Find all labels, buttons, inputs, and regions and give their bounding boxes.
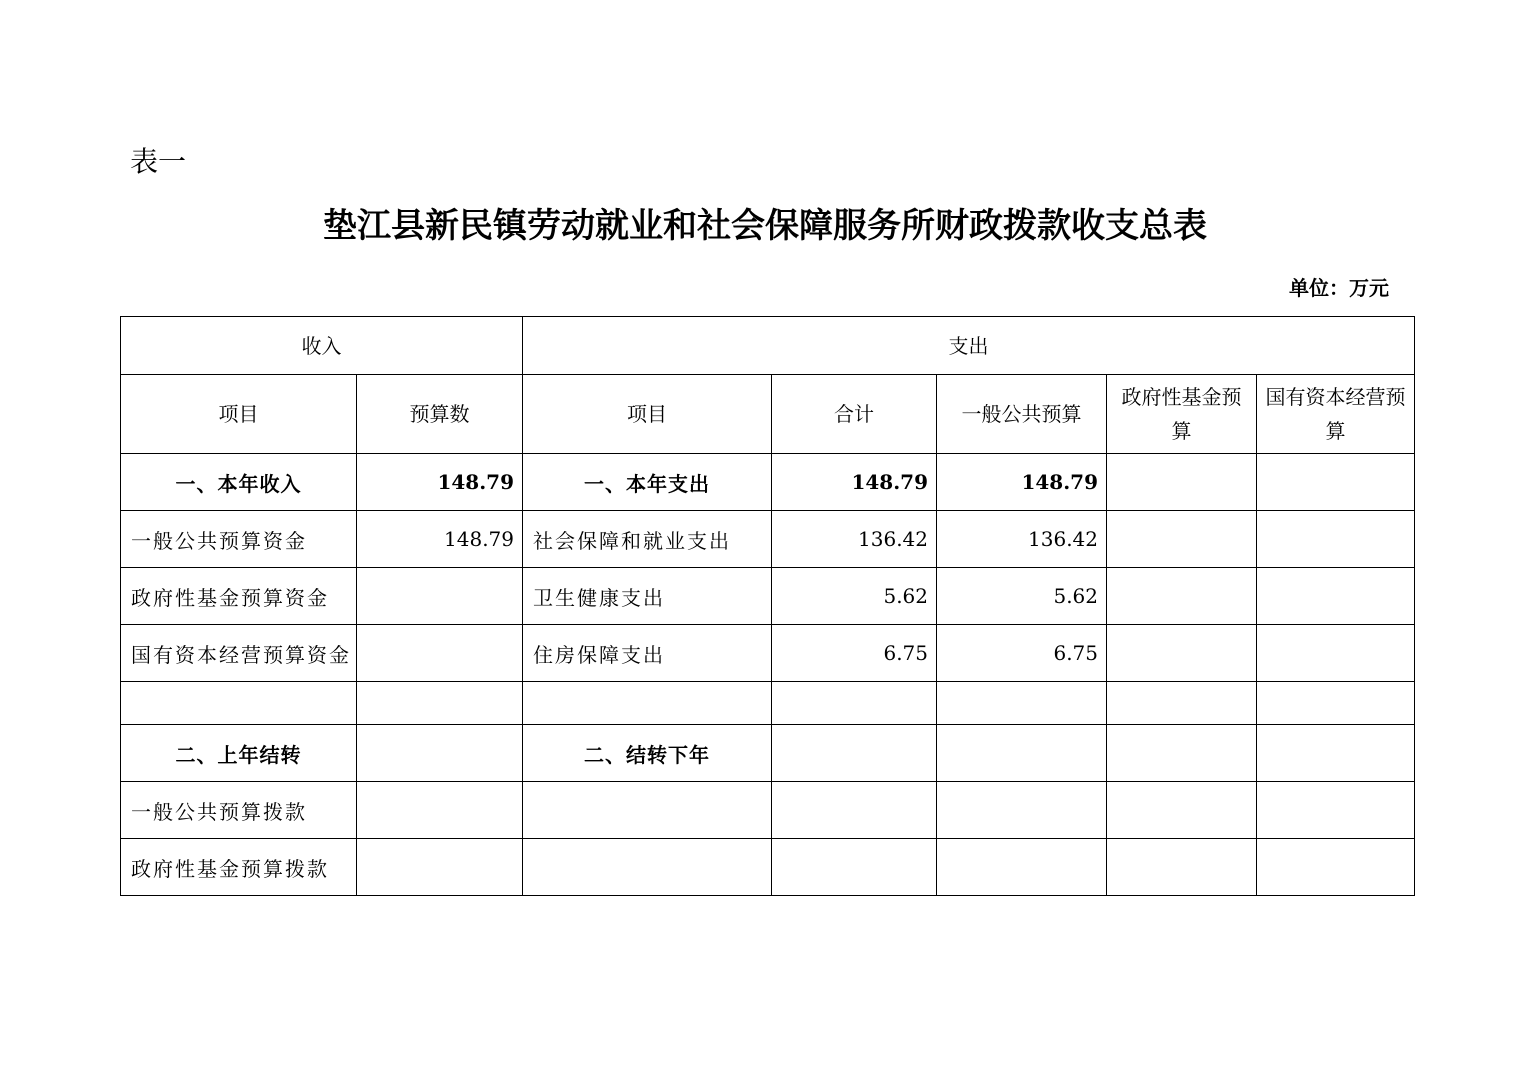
state-capital-cell [1257,625,1415,682]
income-group-header: 收入 [121,317,523,375]
total-cell [772,725,937,782]
table-label: 表一 [130,145,187,178]
expense-item-cell [523,682,772,725]
income-budget-cell [357,725,523,782]
table-row [121,625,1415,682]
expense-item-cell [523,782,772,839]
total-cell [772,782,937,839]
general-public-cell [937,839,1107,896]
table-row [121,782,1415,839]
col-total: 合计 [772,375,937,454]
state-capital-cell [1257,725,1415,782]
total-cell: 6.75 [772,625,937,682]
col-general-public: 一般公共预算 [937,375,1107,454]
gov-fund-cell [1107,568,1257,625]
income-budget-cell: 148.79 [357,454,523,511]
income-item-cell: 二、上年结转 [121,725,357,782]
gov-fund-cell [1107,625,1257,682]
gov-fund-cell [1107,454,1257,511]
col-expense-item: 项目 [523,375,772,454]
total-cell: 5.62 [772,568,937,625]
income-item-cell: 国有资本经营预算资金 [121,625,357,682]
state-capital-cell [1257,782,1415,839]
group-header-row [121,317,1415,375]
income-item-cell: 政府性基金预算资金 [121,568,357,625]
income-budget-cell [357,782,523,839]
total-cell: 136.42 [772,511,937,568]
general-public-cell: 148.79 [937,454,1107,511]
general-public-cell: 6.75 [937,625,1107,682]
income-item-cell: 政府性基金预算拨款 [121,839,357,896]
income-budget-cell [357,625,523,682]
column-header-row [121,375,1415,454]
document-title: 垫江县新民镇劳动就业和社会保障服务所财政拨款收支总表 [323,206,1207,246]
income-item-cell: 一般公共预算拨款 [121,782,357,839]
income-budget-cell [357,568,523,625]
income-item-cell [121,682,357,725]
income-budget-cell [357,682,523,725]
income-item-cell: 一、本年收入 [121,454,357,511]
expense-item-cell [523,839,772,896]
unit-label: 单位：万元 [1289,276,1389,300]
expense-item-cell: 卫生健康支出 [523,568,772,625]
col-state-capital: 国有资本经营预算 [1257,375,1415,454]
budget-table [120,316,1415,896]
state-capital-cell [1257,839,1415,896]
expense-item-cell: 一、本年支出 [523,454,772,511]
state-capital-cell [1257,682,1415,725]
expense-group-header: 支出 [523,317,1415,375]
total-cell: 148.79 [772,454,937,511]
income-item-cell: 一般公共预算资金 [121,511,357,568]
general-public-cell [937,682,1107,725]
state-capital-cell [1257,454,1415,511]
expense-item-cell: 社会保障和就业支出 [523,511,772,568]
table-row [121,725,1415,782]
total-cell [772,682,937,725]
gov-fund-cell [1107,725,1257,782]
general-public-cell [937,782,1107,839]
col-income-item: 项目 [121,375,357,454]
total-cell [772,839,937,896]
gov-fund-cell [1107,511,1257,568]
table-row [121,682,1415,725]
table-row [121,568,1415,625]
general-public-cell [937,725,1107,782]
expense-item-cell: 二、结转下年 [523,725,772,782]
gov-fund-cell [1107,782,1257,839]
table-row [121,454,1415,511]
gov-fund-cell [1107,839,1257,896]
state-capital-cell [1257,511,1415,568]
general-public-cell: 136.42 [937,511,1107,568]
col-income-budget: 预算数 [357,375,523,454]
table-row [121,511,1415,568]
expense-item-cell: 住房保障支出 [523,625,772,682]
income-budget-cell [357,839,523,896]
general-public-cell: 5.62 [937,568,1107,625]
col-gov-fund: 政府性基金预算 [1107,375,1257,454]
table-row [121,839,1415,896]
income-budget-cell: 148.79 [357,511,523,568]
gov-fund-cell [1107,682,1257,725]
state-capital-cell [1257,568,1415,625]
